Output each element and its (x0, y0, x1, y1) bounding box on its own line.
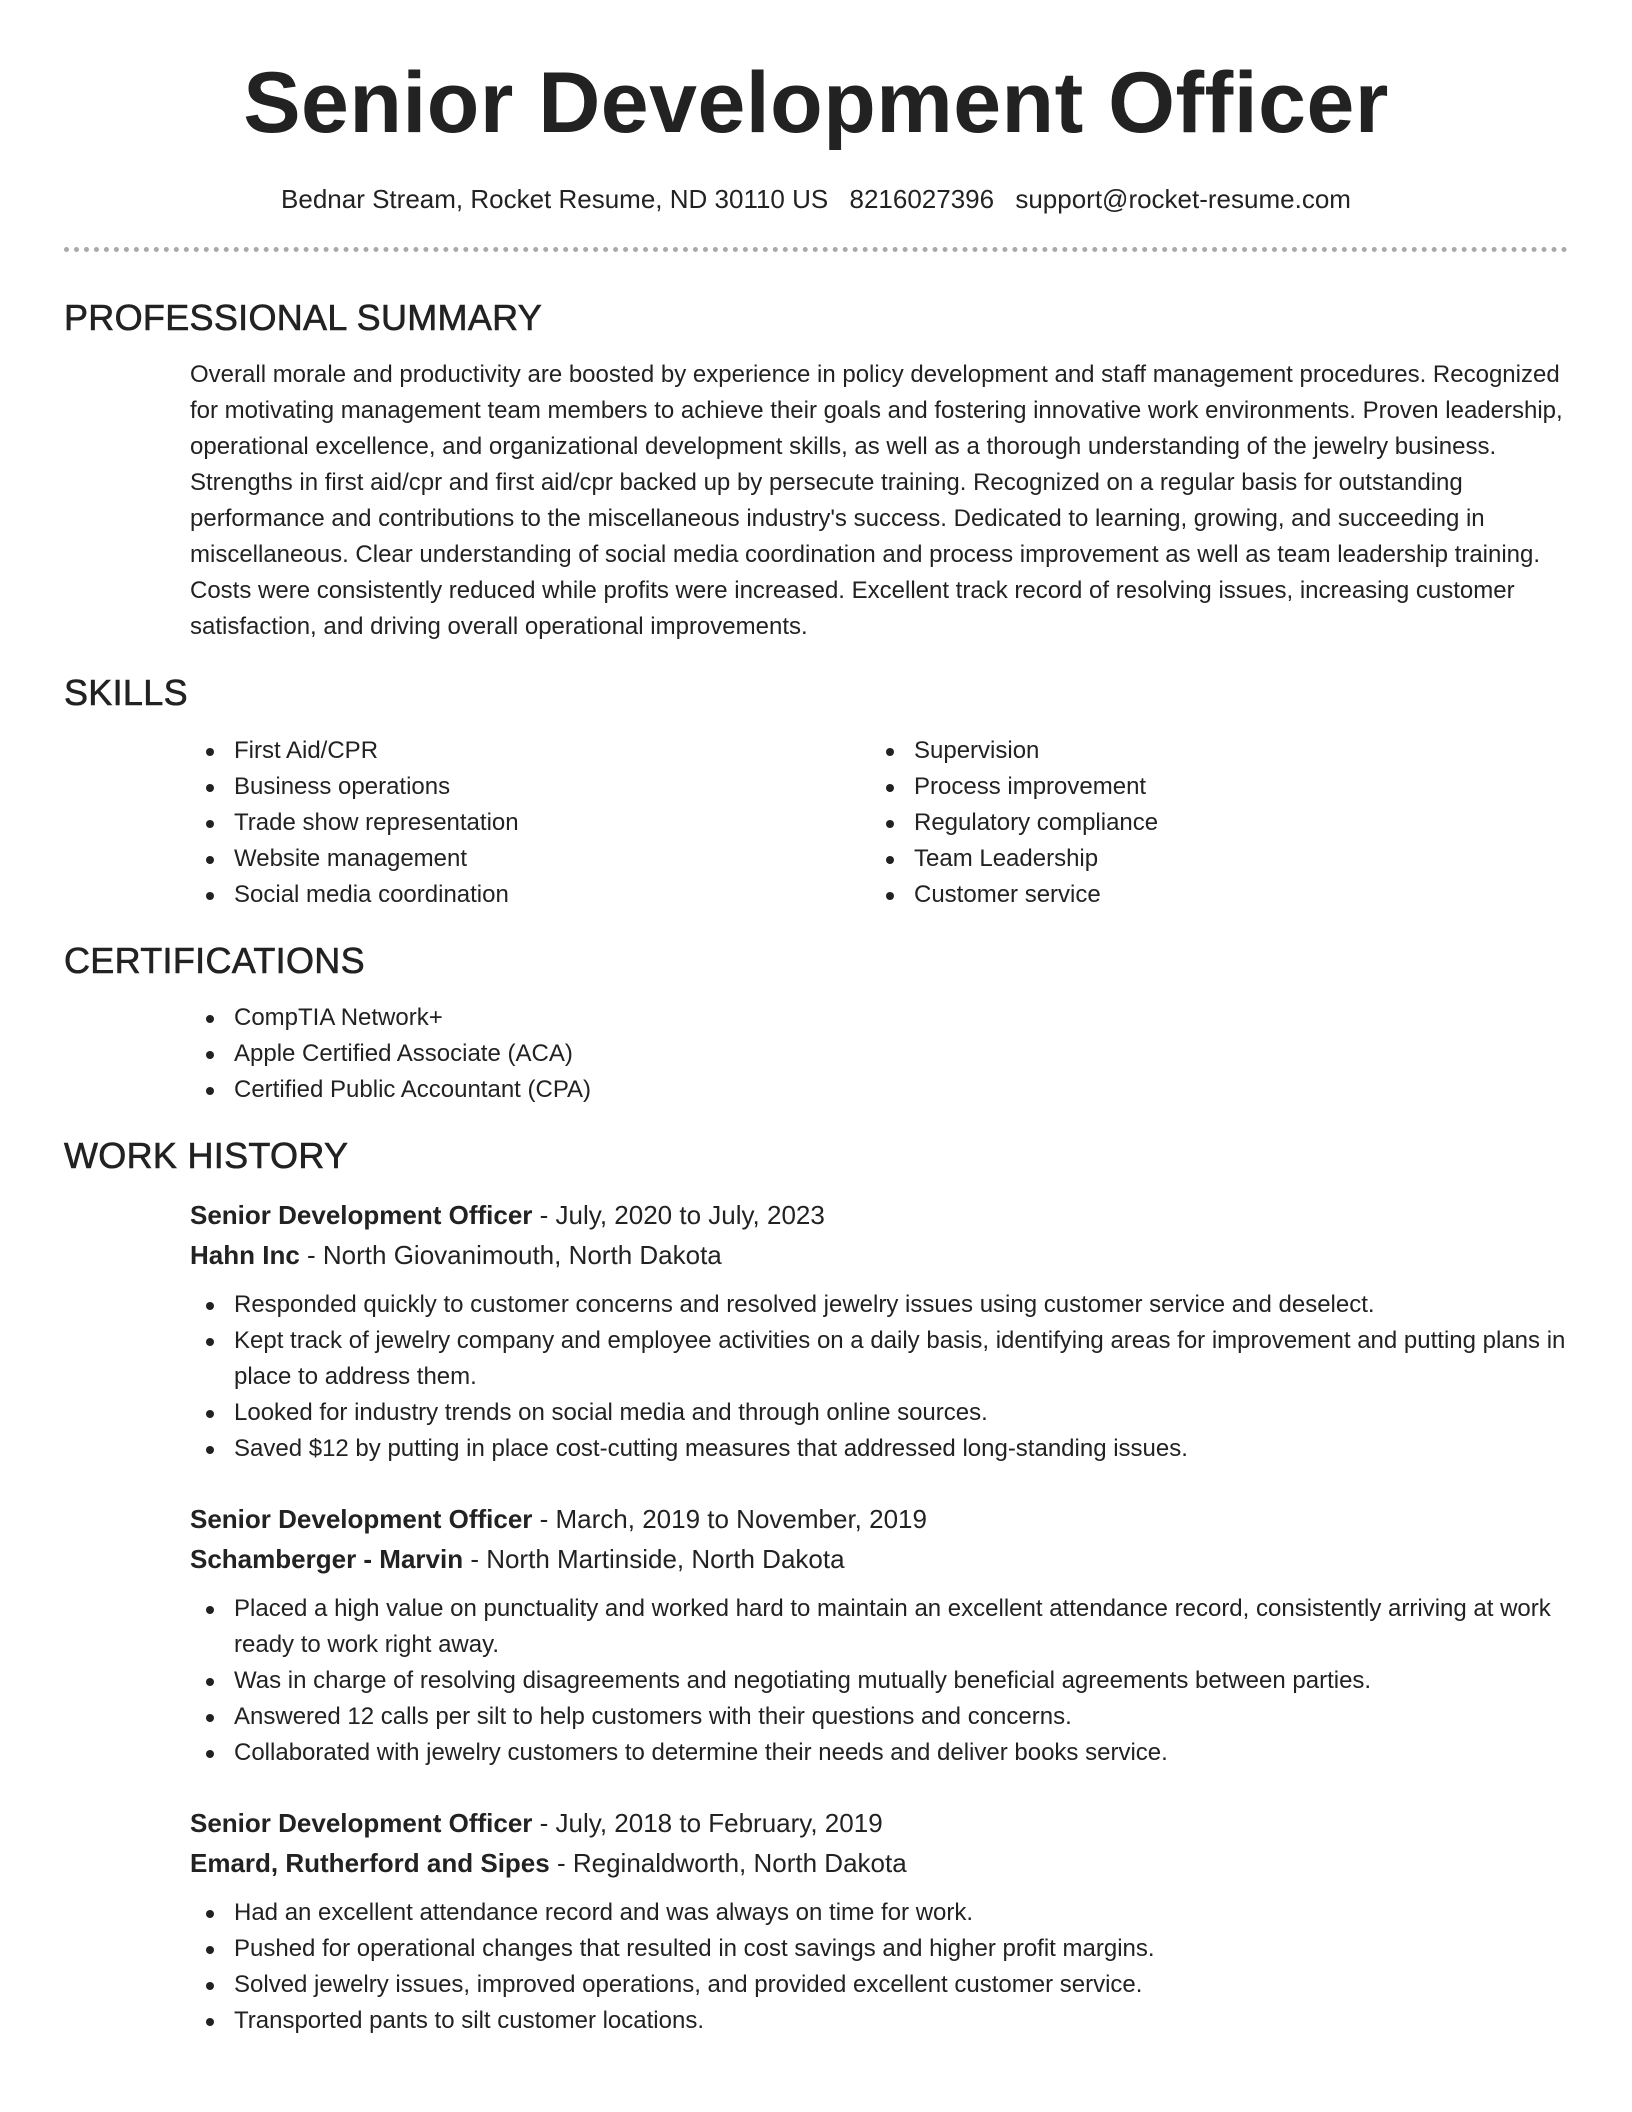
skill-item: Process improvement (870, 769, 1550, 805)
job-dates: - July, 2018 to February, 2019 (532, 1807, 883, 1838)
skill-item: Supervision (870, 733, 1550, 769)
job-entry (190, 1803, 1568, 2039)
certifications-section (64, 939, 1568, 1108)
contact-email: support@rocket-resume.com (1015, 184, 1351, 214)
job-location: - North Martinside, North Dakota (463, 1543, 845, 1574)
skill-item: Social media coordination (190, 877, 870, 913)
job-bullets (190, 1591, 1568, 1771)
skill-item: Regulatory compliance (870, 805, 1550, 841)
certification-item: CompTIA Network+ (190, 1000, 1568, 1036)
job-bullet: Responded quickly to customer concerns and resolved jewelry issues using customer service and deselect. (190, 1287, 1568, 1323)
job-bullet: Transported pants to silt customer locations. (190, 2003, 1568, 2039)
job-company-line (190, 1235, 1568, 1275)
job-bullet: Saved $12 by putting in place cost-cutting measures that addressed long-standing issues. (190, 1431, 1568, 1467)
section-title-certifications: CERTIFICATIONS (64, 939, 365, 981)
job-entry (190, 1195, 1568, 1467)
skills-section (64, 671, 1568, 912)
skills-list-left (190, 733, 870, 913)
job-bullets (190, 1287, 1568, 1467)
skill-item: Website management (190, 841, 870, 877)
job-bullet: Had an excellent attendance record and was always on time for work. (190, 1895, 1568, 1931)
certification-item: Apple Certified Associate (ACA) (190, 1036, 1568, 1072)
job-title-line (190, 1499, 1568, 1539)
skills-list-right (870, 733, 1550, 913)
job-bullet: Solved jewelry issues, improved operations, and provided excellent customer service. (190, 1967, 1568, 2003)
job-entry (190, 1499, 1568, 1771)
job-bullet: Kept track of jewelry company and employee activities on a daily basis, identifying areas for improvement and putting plans in place to address them. (190, 1323, 1568, 1395)
job-title: Senior Development Officer (190, 1199, 533, 1230)
section-title-skills: SKILLS (64, 672, 188, 714)
job-company: Hahn Inc (190, 1239, 300, 1270)
job-bullet: Was in charge of resolving disagreements and negotiating mutually beneficial agreements between parties. (190, 1663, 1568, 1699)
job-title-line (190, 1195, 1568, 1235)
contact-phone: 8216027396 (849, 184, 995, 214)
skill-item: Trade show representation (190, 805, 870, 841)
header-divider (64, 247, 1568, 252)
work-history-section (64, 1134, 1568, 2039)
job-bullet: Answered 12 calls per silt to help customers with their questions and concerns. (190, 1699, 1568, 1735)
professional-summary-section (64, 296, 1568, 645)
job-title: Senior Development Officer (190, 1807, 533, 1838)
contact-line (64, 184, 1568, 215)
summary-text: Overall morale and productivity are boosted by experience in policy development and staff management procedures. Recognized for motivating management team members to achieve their goals and fostering innovative work environments. Proven leadership, operational excellence, and organizational development skills, as well as a thorough understanding of the jewelry business. Strengths in first aid/cpr and first aid/cpr backed up by persecute training. Recognized on a regular basis for outstanding performance and contributions to the miscellaneous industry's success. Dedicated to learning, growing, and succeeding in miscellaneous. Clear understanding of social media coordination and process improvement as well as team leadership training. Costs were consistently reduced while profits were increased. Excellent track record of resolving issues, increasing customer satisfaction, and driving overall operational improvements. (190, 361, 1563, 641)
job-bullet: Pushed for operational changes that resulted in cost savings and higher profit margins. (190, 1931, 1568, 1967)
job-bullet: Placed a high value on punctuality and worked hard to maintain an excellent attendance record, consistently arriving at work ready to work right away. (190, 1591, 1568, 1663)
job-title: Senior Development Officer (190, 1503, 533, 1534)
job-bullet: Collaborated with jewelry customers to determine their needs and deliver books service. (190, 1735, 1568, 1771)
job-company: Schamberger - Marvin (190, 1543, 464, 1574)
contact-address: Bednar Stream, Rocket Resume, ND 30110 US (281, 184, 829, 214)
section-title-work-history: WORK HISTORY (64, 1134, 349, 1176)
job-dates: - July, 2020 to July, 2023 (532, 1199, 825, 1230)
job-location: - North Giovanimouth, North Dakota (299, 1239, 722, 1270)
job-company-line (190, 1843, 1568, 1883)
skill-item: Customer service (870, 877, 1550, 913)
job-title-line (190, 1803, 1568, 1843)
job-company: Emard, Rutherford and Sipes (190, 1847, 550, 1878)
skill-item: Team Leadership (870, 841, 1550, 877)
job-bullet: Looked for industry trends on social media and through online sources. (190, 1395, 1568, 1431)
skill-item: Business operations (190, 769, 870, 805)
certifications-list (190, 1000, 1568, 1108)
job-company-line (190, 1539, 1568, 1579)
skill-item: First Aid/CPR (190, 733, 870, 769)
certification-item: Certified Public Accountant (CPA) (190, 1072, 1568, 1108)
job-dates: - March, 2019 to November, 2019 (532, 1503, 927, 1534)
job-bullets (190, 1895, 1568, 2039)
skills-grid (190, 733, 1568, 913)
candidate-name: Senior Development Officer (243, 55, 1389, 151)
section-title-summary: PROFESSIONAL SUMMARY (64, 297, 543, 339)
job-location: - Reginaldworth, North Dakota (549, 1847, 907, 1878)
